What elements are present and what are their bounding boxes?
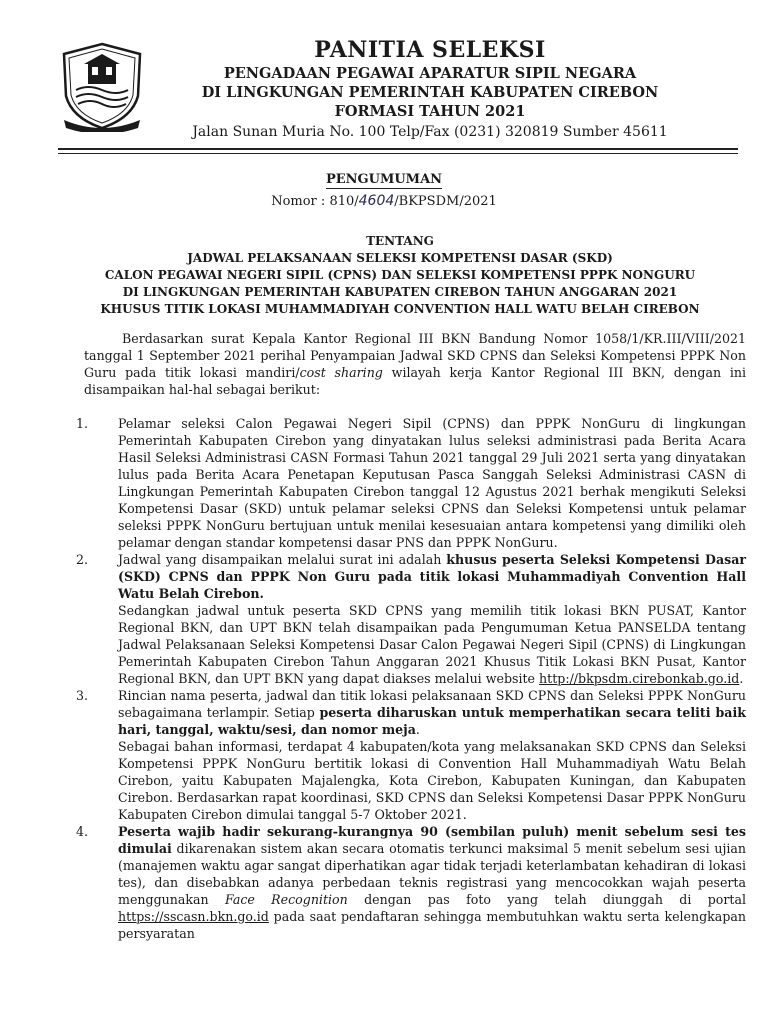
letterhead xyxy=(150,36,710,142)
subject-line-3: DI LINGKUNGAN PEMERINTAH KABUPATEN CIREBON TAHUN ANGGARAN 2021 xyxy=(122,285,678,299)
list-number: 1. xyxy=(76,416,89,431)
subject-line-1: JADWAL PELAKSANAAN SELEKSI KOMPETENSI DASAR (SKD) xyxy=(187,251,613,265)
list-item: 4. Peserta wajib hadir sekurang-kurangnya 90 (sembilan puluh) menit sebelum sesi tes dimulai dikarenakan sistem akan secara otomatis terkunci maksimal 5 menit sebelum sesi ujian (manajemen waktu agar sangat diperhatikan agar tidak terjadi keterlambatan kehadiran di lokasi tes), dan disebabkan adanya perbedaan teknis registrasi yang mencocokkan wajah peserta menggunakan Face Recognition dengan pas foto yang telah diunggah di portal https://sscasn.bkn.go.id pada saat pendaftaran sehingga membutuhkan waktu serta kelengkapan persyaratan xyxy=(76,824,746,941)
letterhead-rule-thin xyxy=(58,153,738,154)
subject-line-2: CALON PEGAWAI NEGERI SIPIL (CPNS) DAN SELEKSI KOMPETENSI PPPK NONGURU xyxy=(104,268,696,282)
number-label: Nomor : xyxy=(271,194,326,209)
handwritten-number: 4604 xyxy=(358,193,395,209)
subject-label: TENTANG xyxy=(366,234,434,248)
sscasn-portal-link[interactable]: https://sscasn.bkn.go.id xyxy=(118,909,269,924)
cirebon-regency-emblem-icon xyxy=(58,40,146,132)
list-item: 1. Pelamar seleksi Calon Pegawai Negeri Sipil (CPNS) dan PPPK NonGuru di lingkungan Pemerintah Kabupaten Cirebon yang dinyatakan lulus seleksi administrasi pada Berita Acara Hasil Seleksi Administrasi CASN Formasi Tahun 2021 tanggal 29 Juli 2021 serta yang dinyatakan lulus pada Berita Acara Penetapan Keputusan Pasca Sanggah Seleksi Administrasi CASN di Lingkungan Pemerintah Kabupaten Cirebon tanggal 12 Agustus 2021 berhak mengikuti Seleksi Kompetensi Dasar (SKD) untuk pelamar seleksi CPNS dan Seleksi Kompetensi untuk pelamar seleksi PPPK NonGuru bertujuan untuk menilai kesesuaian antara kompetensi yang dimiliki oleh pelamar dengan standar kompetensi dasar PNS dan PPPK NonGuru. xyxy=(76,416,746,550)
letterhead-address: Jalan Sunan Muria No. 100 Telp/Fax (0231) 320819 Sumber 45611 xyxy=(192,124,668,140)
letterhead-line-3: FORMASI TAHUN 2021 xyxy=(334,103,526,120)
bkpsdm-website-link[interactable]: http://bkpsdm.cirebonkab.go.id xyxy=(539,671,740,686)
subject-block xyxy=(40,233,760,318)
list-number: 2. xyxy=(76,552,89,567)
numbered-list xyxy=(76,415,746,942)
number-suffix: /BKPSDM/2021 xyxy=(394,194,497,209)
announcement-number xyxy=(0,193,768,209)
list-number: 4. xyxy=(76,824,89,839)
letterhead-line-2: DI LINGKUNGAN PEMERINTAH KABUPATEN CIREBON xyxy=(201,84,659,101)
letterhead-line-1: PENGADAAN PEGAWAI APARATUR SIPIL NEGARA xyxy=(223,65,637,82)
letterhead-title: PANITIA SELEKSI xyxy=(314,37,546,63)
list-item: 3. Rincian nama peserta, jadwal dan titik lokasi pelaksanaan SKD CPNS dan Seleksi PPPK NonGuru sebagaimana terlampir. Setiap peserta diharuskan untuk memperhatikan secara teliti baik hari, tanggal, waktu/sesi, dan nomor meja. Sebagai bahan informasi, terdapat 4 kabupaten/kota yang melaksanakan SKD CPNS dan Seleksi Kompetensi PPPK NonGuru bertitik lokasi di Convention Hall Muhammadiyah Watu Belah Cirebon, yaitu Kabupaten Majalengka, Kota Cirebon, Kabupaten Kuningan, dan Kabupaten Cirebon. Berdasarkan rapat koordinasi, SKD CPNS dan Seleksi Kompetensi Dasar PPPK NonGuru Kabupaten Cirebon dimulai tanggal 5-7 Oktober 2021. xyxy=(76,688,746,822)
subject-line-4: KHUSUS TITIK LOKASI MUHAMMADIYAH CONVENTION HALL WATU BELAH CIREBON xyxy=(100,302,700,316)
list-item: 2. Jadwal yang disampaikan melalui surat ini adalah khusus peserta Seleksi Kompetensi Dasar (SKD) CPNS dan PPPK Non Guru pada titik lokasi Muhammadiyah Convention Hall Watu Belah Cirebon. Sedangkan jadwal untuk peserta SKD CPNS yang memilih titik lokasi BKN PUSAT, Kantor Regional BKN, dan UPT BKN telah disampaikan pada Pengumuman Ketua PANSELDA tentang Jadwal Pelaksanaan Seleksi Kompetensi Dasar Calon Pegawai Negeri Sipil (CPNS) di Lingkungan Pemerintah Kabupaten Cirebon Tahun Anggaran 2021 Khusus Titik Lokasi BKN Pusat, Kantor Regional BKN, dan UPT BKN yang dapat diakses melalui website http://bkpsdm.cirebonkab.go.id. xyxy=(76,552,746,686)
number-prefix: 810/ xyxy=(329,194,359,209)
announcement-heading: PENGUMUMAN xyxy=(325,172,443,187)
intro-paragraph: Berdasarkan surat Kepala Kantor Regional III BKN Bandung Nomor 1058/1/KR.III/VIII/2021 tanggal 1 September 2021 perihal Penyampaian Jadwal SKD CPNS dan Seleksi Kompetensi PPPK Non Guru pada titik lokasi mandiri/cost sharing wilayah kerja Kantor Regional III BKN, dengan ini disampaikan hal-hal sebagai berikut: xyxy=(84,331,747,397)
list-number: 3. xyxy=(76,688,89,703)
letterhead-rule-thick xyxy=(58,148,738,150)
